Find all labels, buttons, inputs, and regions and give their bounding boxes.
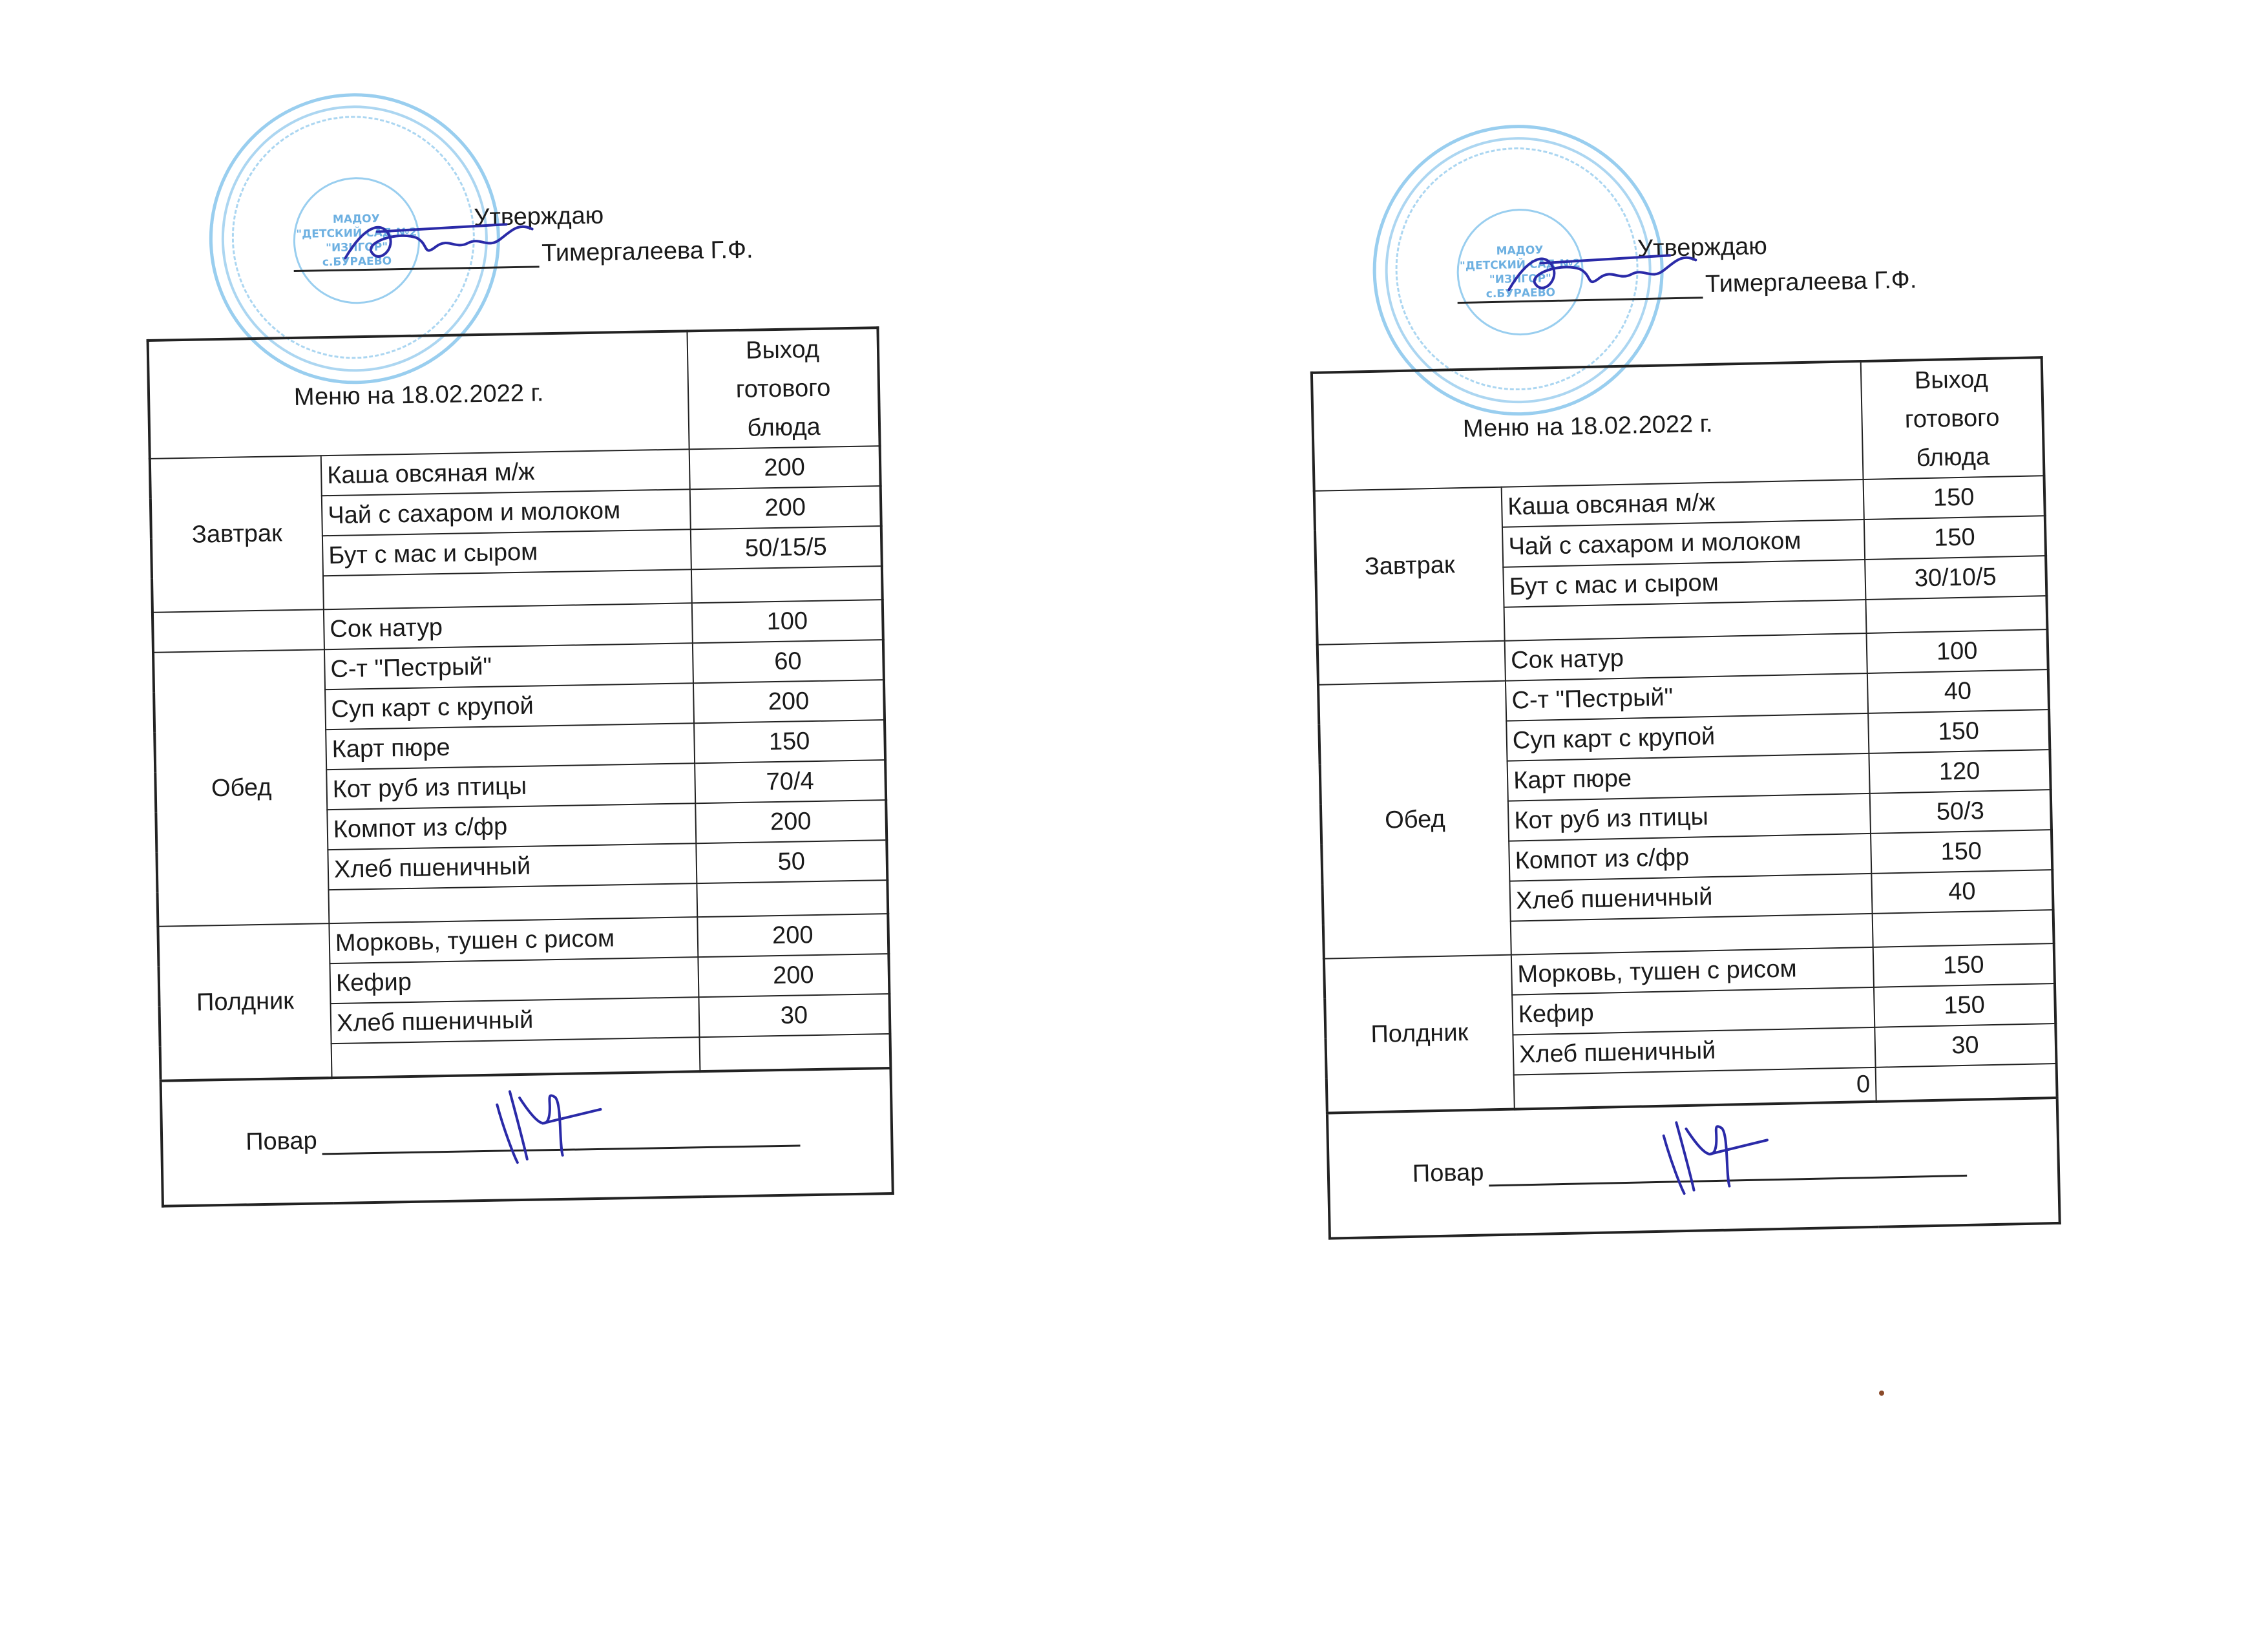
dish-qty: 200	[693, 680, 885, 723]
menu-sheet-left	[142, 84, 895, 1155]
dish-qty: 30	[1874, 1024, 2056, 1067]
menu-table	[1310, 356, 2061, 1239]
dish-name: Кот руб из птицы	[326, 763, 695, 810]
dish-name: Хлеб пшеничный	[1509, 874, 1872, 921]
dish-name: Хлеб пшеничный	[328, 843, 697, 890]
dish-qty: 40	[1867, 669, 2049, 713]
cook-signature-cell	[1327, 1098, 2060, 1239]
cook-signature-block	[246, 1117, 886, 1156]
dish-qty: 200	[689, 446, 881, 489]
dish-name: Морковь, тушен с рисом	[329, 917, 698, 963]
dish-qty: 150	[1874, 983, 2055, 1027]
table-footer-row	[1327, 1098, 2060, 1239]
dish-qty: 40	[1871, 870, 2053, 914]
trailing-value: 0	[1514, 1067, 1876, 1109]
dish-name: Бут с мас и сыром	[1503, 560, 1865, 607]
stamp-line: с.БУРАЕВО	[1486, 286, 1556, 301]
cook-signature-block	[1412, 1147, 2052, 1188]
dish-name: Сок натур	[324, 603, 693, 649]
output-header-line: Выход	[745, 335, 820, 364]
stamp-line: "ДЕТСКИЙ САД №2	[1459, 257, 1581, 273]
dish-name: С-т "Пестрый"	[324, 643, 693, 689]
dish-qty: 50/15/5	[691, 526, 882, 569]
stamp-line: с.БУРАЕВО	[322, 255, 392, 269]
cook-signature-icon	[1650, 1108, 1775, 1201]
dish-name: Чай с сахаром и молоком	[1502, 520, 1865, 567]
dish-name: Суп карт с крупой	[1506, 713, 1869, 761]
dish-name: Кефир	[330, 957, 698, 1003]
cook-signature-cell	[161, 1068, 893, 1206]
dish-name: Кот руб из птицы	[1508, 793, 1871, 841]
dish-name: Каша овсяная м/ж	[321, 449, 690, 496]
meal-snack: Полдник	[158, 923, 331, 1081]
output-header-line: готового	[1904, 404, 2000, 434]
director-name: Тимергалеева Г.Ф.	[541, 236, 753, 268]
dish-name: Суп карт с крупой	[325, 683, 694, 730]
cook-label: Повар	[245, 1127, 318, 1155]
approve-label: Утверждаю	[1637, 233, 1768, 263]
cook-label: Повар	[1412, 1159, 1484, 1188]
dish-name: Карт пюре	[326, 723, 695, 770]
director-name: Тимергалеева Г.Ф.	[1705, 266, 1917, 299]
dish-qty: 70/4	[695, 760, 886, 803]
dish-name: Хлеб пшеничный	[1513, 1027, 1875, 1075]
meal-breakfast: Завтрак	[150, 456, 324, 613]
dish-name: Бут с мас и сыром	[322, 529, 691, 576]
dish-name: Кефир	[1512, 987, 1874, 1035]
empty-cell	[1318, 641, 1506, 685]
dish-name: Сок натур	[1505, 633, 1867, 681]
dish-qty: 150	[1864, 476, 2045, 520]
dish-name: Компот из с/фр	[327, 803, 696, 850]
meal-lunch: Обед	[1318, 681, 1511, 959]
menu-table	[147, 326, 894, 1208]
menu-title: Меню на 18.02.2022 г.	[1312, 361, 1864, 491]
ink-speck	[1879, 1391, 1884, 1396]
stamp-line: "ИЗИГОР"	[325, 240, 388, 255]
director-signature-icon	[1502, 240, 1710, 310]
output-header	[687, 328, 879, 449]
output-header	[1861, 357, 2044, 479]
dish-qty: 100	[692, 600, 883, 643]
meal-lunch: Обед	[153, 649, 329, 927]
menu-sheet-right	[1305, 114, 2061, 1188]
empty-cell	[700, 1034, 891, 1071]
menu-title: Меню на 18.02.2022 г.	[148, 331, 689, 459]
dish-name: Карт пюре	[1507, 753, 1870, 801]
empty-cell	[152, 609, 324, 653]
dish-qty: 30/10/5	[1865, 556, 2046, 600]
empty-cell	[697, 880, 888, 917]
table-header-row	[148, 328, 880, 459]
output-header-line: Выход	[1914, 365, 1989, 395]
dish-qty: 150	[1868, 709, 2050, 753]
dish-name: Морковь, тушен с рисом	[1511, 947, 1874, 995]
output-header-line: блюда	[1916, 443, 1990, 472]
dish-qty: 100	[1867, 629, 2048, 673]
dish-name: Каша овсяная м/ж	[1502, 479, 1864, 527]
dish-qty: 150	[1871, 830, 2052, 874]
empty-cell	[691, 566, 883, 603]
dish-qty: 200	[697, 914, 888, 957]
dish-qty: 120	[1869, 750, 2050, 793]
meal-snack: Полдник	[1324, 955, 1515, 1113]
stamp-line: МАДОУ	[1496, 244, 1544, 258]
stamp-line: "ДЕТСКИЙ САД №2	[296, 226, 417, 241]
dish-name: Компот из с/фр	[1509, 834, 1871, 881]
dish-name: Хлеб пшеничный	[331, 997, 700, 1044]
stamp-line: МАДОУ	[332, 212, 380, 226]
table-header-row	[1312, 357, 2044, 491]
dish-qty: 150	[1864, 516, 2046, 560]
director-signature-icon	[338, 209, 546, 278]
empty-cell	[1873, 910, 2054, 947]
dish-name: С-т "Пестрый"	[1506, 673, 1868, 721]
output-header-line: готового	[735, 374, 831, 404]
approve-label: Утверждаю	[473, 202, 604, 232]
empty-cell	[1876, 1064, 2057, 1102]
dish-qty: 50	[696, 840, 887, 883]
dish-qty: 60	[693, 640, 884, 683]
dish-qty: 200	[698, 954, 889, 997]
dish-qty: 30	[698, 994, 890, 1037]
table-footer-row	[161, 1068, 893, 1206]
meal-breakfast: Завтрак	[1314, 487, 1505, 645]
dish-qty: 50/3	[1870, 790, 2052, 834]
dish-qty: 150	[1873, 943, 2055, 987]
output-header-line: блюда	[747, 413, 821, 442]
dish-qty: 150	[694, 720, 885, 763]
dish-qty: 200	[690, 486, 881, 529]
empty-cell	[1865, 596, 2047, 633]
stamp-line: "ИЗИГОР"	[1489, 272, 1552, 287]
cook-signature-icon	[484, 1077, 608, 1169]
dish-qty: 200	[695, 800, 887, 843]
dish-name: Чай с сахаром и молоком	[322, 489, 691, 536]
